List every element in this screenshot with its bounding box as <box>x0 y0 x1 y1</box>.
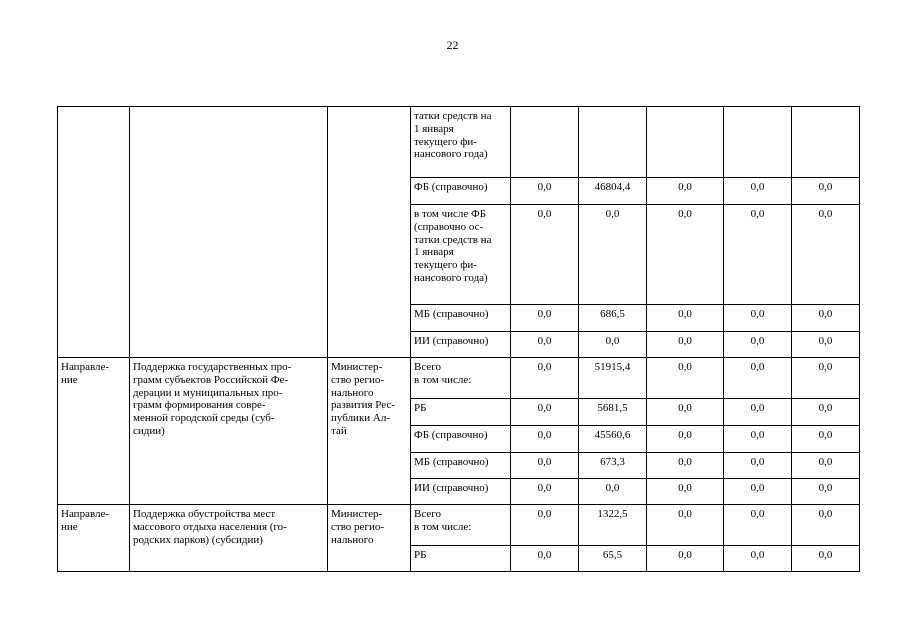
value-cell: 0,0 <box>511 479 579 505</box>
table-row <box>58 505 860 546</box>
cell-text-line: массового отдыха населения (го- <box>133 520 287 533</box>
indicator-cell <box>411 505 511 546</box>
value-cell: 0,0 <box>792 399 860 426</box>
cell-text-line: грамм субъектов Российской Фе- <box>133 373 289 386</box>
name-cell <box>130 107 328 358</box>
value-cell: 0,0 <box>792 505 860 546</box>
cell-text-line: нансового года) <box>414 148 488 161</box>
value-cell: 0,0 <box>792 178 860 205</box>
indicator-cell <box>411 426 511 453</box>
value-cell <box>647 107 724 178</box>
value-cell: 46804,4 <box>579 178 647 205</box>
direction-cell <box>58 358 130 505</box>
value-cell: 673,3 <box>579 453 647 479</box>
cell-text-line: в том числе: <box>414 373 472 386</box>
value-cell: 0,0 <box>724 305 792 332</box>
value-cell: 0,0 <box>647 505 724 546</box>
value-cell: 0,0 <box>511 505 579 546</box>
cell-text-line: Поддержка обустройства мест <box>133 508 276 520</box>
cell-text-line: МБ (справочно) <box>414 456 489 468</box>
cell-text-line: ФБ (справочно) <box>414 429 488 441</box>
cell-text-line: 1 января <box>414 246 454 259</box>
value-cell: 0,0 <box>724 546 792 572</box>
value-cell: 45560,6 <box>579 426 647 453</box>
cell-text-line: развития Рес- <box>331 399 395 412</box>
value-cell: 0,0 <box>647 305 724 332</box>
cell-text-line: нального <box>331 533 374 546</box>
cell-text-line: грамм формирования совре- <box>133 399 266 412</box>
value-cell: 0,0 <box>511 453 579 479</box>
indicator-cell <box>411 107 511 178</box>
value-cell: 0,0 <box>724 453 792 479</box>
cell-text-line: родских парков) (субсидии) <box>133 533 263 546</box>
value-cell: 0,0 <box>792 305 860 332</box>
value-cell: 0,0 <box>792 479 860 505</box>
value-cell: 0,0 <box>724 358 792 399</box>
value-cell: 0,0 <box>511 426 579 453</box>
value-cell: 0,0 <box>792 426 860 453</box>
cell-text-line: тай <box>331 424 347 437</box>
cell-text-line: татки средств на <box>414 233 492 246</box>
value-cell <box>724 107 792 178</box>
cell-text-line: РБ <box>414 402 427 414</box>
value-cell: 0,0 <box>647 178 724 205</box>
value-cell: 0,0 <box>511 399 579 426</box>
executor-cell <box>328 358 411 505</box>
value-cell: 0,0 <box>647 453 724 479</box>
value-cell: 0,0 <box>511 305 579 332</box>
value-cell: 65,5 <box>579 546 647 572</box>
value-cell: 0,0 <box>792 546 860 572</box>
page-number: 22 <box>446 38 459 52</box>
cell-text-line: (справочно ос- <box>414 220 484 233</box>
value-cell: 0,0 <box>511 178 579 205</box>
value-cell: 1322,5 <box>579 505 647 546</box>
value-cell <box>511 107 579 178</box>
cell-text-line: ФБ (справочно) <box>414 181 488 193</box>
cell-text-line: ство регио- <box>331 520 385 533</box>
value-cell: 0,0 <box>647 479 724 505</box>
value-cell: 0,0 <box>792 205 860 305</box>
cell-text-line: ние <box>61 520 78 533</box>
value-cell <box>579 107 647 178</box>
cell-text-line: Всего <box>414 508 441 520</box>
cell-text-line: ИИ (справочно) <box>414 482 489 494</box>
value-cell: 0,0 <box>511 546 579 572</box>
indicator-cell <box>411 178 511 205</box>
cell-text-line: нального <box>331 386 374 399</box>
cell-text-line: текущего фи- <box>414 259 477 272</box>
name-cell <box>130 358 328 505</box>
value-cell: 0,0 <box>724 399 792 426</box>
value-cell: 0,0 <box>724 426 792 453</box>
cell-text-line: дерации и муниципальных про- <box>133 386 283 399</box>
value-cell: 0,0 <box>724 332 792 358</box>
value-cell: 0,0 <box>579 479 647 505</box>
cell-text-line: РБ <box>414 549 427 561</box>
cell-text-line: Направле- <box>61 361 110 373</box>
value-cell: 0,0 <box>647 546 724 572</box>
cell-text-line: Поддержка государственных про- <box>133 361 292 373</box>
value-cell: 0,0 <box>511 205 579 305</box>
indicator-cell <box>411 358 511 399</box>
cell-text-line: в том числе: <box>414 520 472 533</box>
value-cell: 0,0 <box>647 399 724 426</box>
value-cell: 0,0 <box>647 332 724 358</box>
indicator-cell <box>411 546 511 572</box>
value-cell: 0,0 <box>511 358 579 399</box>
indicator-cell <box>411 399 511 426</box>
cell-text-line: татки средств на <box>414 110 492 122</box>
table-row <box>58 107 860 178</box>
value-cell: 0,0 <box>724 178 792 205</box>
executor-cell <box>328 107 411 358</box>
value-cell: 0,0 <box>647 205 724 305</box>
cell-text-line: публики Ал- <box>331 412 391 425</box>
value-cell: 686,5 <box>579 305 647 332</box>
value-cell: 0,0 <box>792 358 860 399</box>
value-cell: 0,0 <box>511 332 579 358</box>
indicator-cell <box>411 479 511 505</box>
cell-text-line: ство регио- <box>331 373 385 386</box>
cell-text-line: Министер- <box>331 361 383 373</box>
value-cell: 0,0 <box>579 332 647 358</box>
cell-text-line: Министер- <box>331 508 383 520</box>
cell-text-line: Направле- <box>61 508 110 520</box>
value-cell: 51915,4 <box>579 358 647 399</box>
value-cell: 5681,5 <box>579 399 647 426</box>
cell-text-line: менной городской среды (суб- <box>133 412 275 425</box>
direction-cell <box>58 107 130 358</box>
cell-text-line: 1 января <box>414 122 454 135</box>
indicator-cell <box>411 205 511 305</box>
cell-text-line: МБ (справочно) <box>414 308 489 320</box>
value-cell: 0,0 <box>724 479 792 505</box>
executor-cell <box>328 505 411 572</box>
table-row <box>58 358 860 399</box>
direction-cell <box>58 505 130 572</box>
indicator-cell <box>411 453 511 479</box>
cell-text-line: ИИ (справочно) <box>414 335 489 347</box>
value-cell: 0,0 <box>647 426 724 453</box>
value-cell: 0,0 <box>792 332 860 358</box>
value-cell: 0,0 <box>792 453 860 479</box>
cell-text-line: ние <box>61 373 78 386</box>
budget-table <box>57 106 860 572</box>
value-cell: 0,0 <box>647 358 724 399</box>
cell-text-line: текущего фи- <box>414 135 477 148</box>
name-cell <box>130 505 328 572</box>
value-cell: 0,0 <box>579 205 647 305</box>
table-body <box>58 107 860 572</box>
indicator-cell <box>411 332 511 358</box>
value-cell: 0,0 <box>724 205 792 305</box>
cell-text-line: Всего <box>414 361 441 373</box>
value-cell <box>792 107 860 178</box>
value-cell: 0,0 <box>724 505 792 546</box>
cell-text-line: в том числе ФБ <box>414 208 487 220</box>
indicator-cell <box>411 305 511 332</box>
cell-text-line: сидии) <box>133 424 165 437</box>
cell-text-line: нансового года) <box>414 271 488 284</box>
